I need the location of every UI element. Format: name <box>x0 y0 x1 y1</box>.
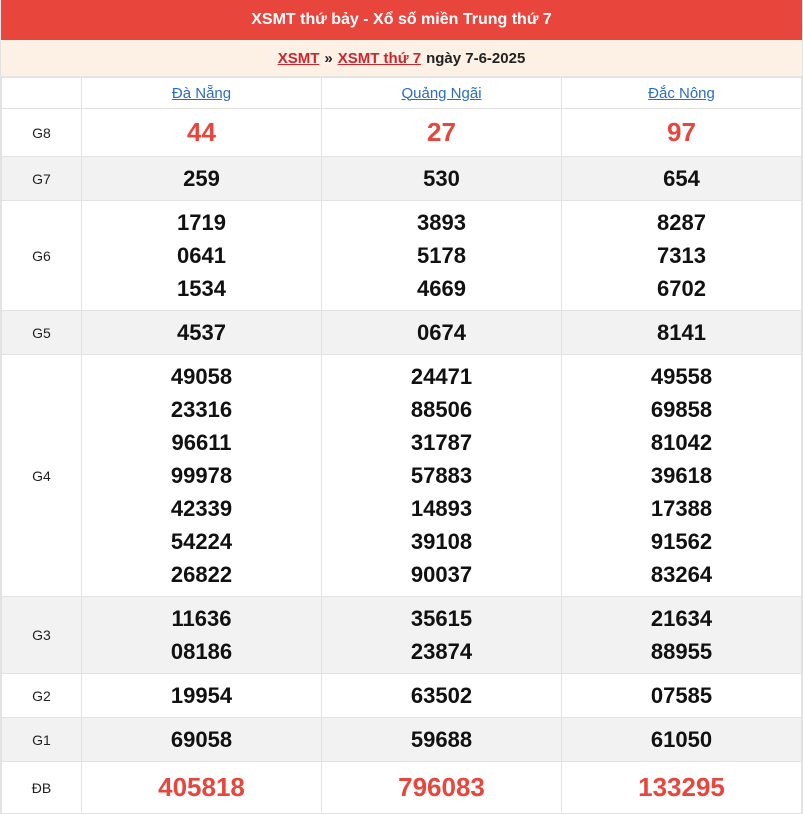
result-number: 1719 <box>177 210 226 235</box>
province-header <box>322 78 562 109</box>
result-number: 91562 <box>650 529 713 554</box>
result-cell <box>322 762 562 814</box>
result-number: 5178 <box>417 243 466 268</box>
result-number: 39618 <box>650 463 713 488</box>
result-number: 7313 <box>657 243 706 268</box>
result-number: 26822 <box>170 562 233 587</box>
result-number: 07585 <box>650 683 713 708</box>
result-cell <box>322 355 562 597</box>
result-cell <box>562 762 802 814</box>
result-number: 61050 <box>650 727 713 752</box>
result-number: 69858 <box>650 397 713 422</box>
province-link-dac-nong[interactable]: Đắc Nông <box>648 84 715 102</box>
result-number: 63502 <box>410 683 473 708</box>
result-cell <box>562 311 802 355</box>
result-cell <box>82 109 322 157</box>
result-number: 59688 <box>410 727 473 752</box>
result-number: 259 <box>183 166 220 191</box>
result-number: 19954 <box>170 683 233 708</box>
result-number: 44 <box>187 117 216 147</box>
prize-row <box>2 718 802 762</box>
result-cell <box>562 355 802 597</box>
result-number: 08186 <box>170 639 233 664</box>
result-number: 133295 <box>638 772 725 802</box>
result-number: 69058 <box>170 727 233 752</box>
result-cell <box>82 674 322 718</box>
result-number: 49558 <box>650 364 713 389</box>
breadcrumb-link-xsmt[interactable]: XSMT <box>277 49 320 67</box>
result-cell <box>82 311 322 355</box>
prize-row <box>2 201 802 311</box>
prize-label: G4 <box>2 355 82 597</box>
result-number: 3893 <box>417 210 466 235</box>
result-cell <box>322 201 562 311</box>
result-number: 4537 <box>177 320 226 345</box>
result-cell <box>82 355 322 597</box>
result-number: 54224 <box>170 529 233 554</box>
result-number: 0641 <box>177 243 226 268</box>
result-number: 11636 <box>171 606 232 631</box>
result-cell <box>322 718 562 762</box>
result-number: 796083 <box>398 772 485 802</box>
result-cell <box>82 762 322 814</box>
prize-label: ĐB <box>2 762 82 814</box>
result-number: 21634 <box>650 606 713 631</box>
prize-label: G8 <box>2 109 82 157</box>
result-cell <box>322 109 562 157</box>
result-number: 1534 <box>177 276 226 301</box>
result-number: 90037 <box>410 562 473 587</box>
result-cell <box>82 201 322 311</box>
prize-label: G2 <box>2 674 82 718</box>
result-number: 83264 <box>650 562 713 587</box>
result-cell <box>562 674 802 718</box>
result-cell <box>82 597 322 674</box>
result-number: 57883 <box>410 463 473 488</box>
result-number: 530 <box>423 166 460 191</box>
result-cell <box>562 157 802 201</box>
breadcrumb-separator: » <box>324 49 333 67</box>
result-number: 8141 <box>657 320 706 345</box>
result-cell <box>322 311 562 355</box>
result-number: 405818 <box>158 772 245 802</box>
result-number: 654 <box>663 166 700 191</box>
prize-label: G7 <box>2 157 82 201</box>
province-header <box>562 78 802 109</box>
result-number: 23316 <box>170 397 233 422</box>
province-link-da-nang[interactable]: Đà Nẵng <box>171 84 232 102</box>
result-number: 14893 <box>410 496 473 521</box>
result-number: 23874 <box>410 639 473 664</box>
breadcrumb-date: ngày 7-6-2025 <box>426 49 526 67</box>
prize-label: G3 <box>2 597 82 674</box>
result-number: 27 <box>427 117 456 147</box>
result-number: 88506 <box>410 397 473 422</box>
prize-row <box>2 597 802 674</box>
result-cell <box>562 597 802 674</box>
province-header-row <box>2 78 802 109</box>
prize-label: G5 <box>2 311 82 355</box>
widget-title: XSMT thứ bảy - Xổ số miền Trung thứ 7 <box>1 0 802 40</box>
result-number: 88955 <box>650 639 713 664</box>
result-cell <box>322 674 562 718</box>
result-number: 39108 <box>410 529 473 554</box>
results-table <box>1 77 802 814</box>
breadcrumb <box>1 40 802 77</box>
result-cell <box>322 157 562 201</box>
prize-row <box>2 157 802 201</box>
prize-row <box>2 355 802 597</box>
result-number: 0674 <box>417 320 466 345</box>
result-number: 42339 <box>170 496 233 521</box>
prize-row <box>2 762 802 814</box>
result-number: 8287 <box>657 210 706 235</box>
result-cell <box>562 201 802 311</box>
prize-rows <box>2 109 802 814</box>
prize-label: G6 <box>2 201 82 311</box>
result-number: 31787 <box>410 430 473 455</box>
result-cell <box>562 718 802 762</box>
result-number: 17388 <box>650 496 713 521</box>
result-number: 49058 <box>170 364 233 389</box>
result-number: 96611 <box>171 430 232 455</box>
prize-row <box>2 674 802 718</box>
result-number: 99978 <box>170 463 233 488</box>
prize-row <box>2 109 802 157</box>
result-number: 35615 <box>410 606 473 631</box>
result-cell <box>82 157 322 201</box>
result-cell <box>82 718 322 762</box>
breadcrumb-link-xsmt-thu7[interactable]: XSMT thứ 7 <box>337 49 422 67</box>
province-link-quang-ngai[interactable]: Quảng Ngãi <box>401 84 482 102</box>
result-number: 81042 <box>650 430 713 455</box>
result-cell <box>322 597 562 674</box>
prize-label: G1 <box>2 718 82 762</box>
result-number: 97 <box>667 117 696 147</box>
result-number: 6702 <box>657 276 706 301</box>
result-number: 24471 <box>410 364 473 389</box>
prize-row <box>2 311 802 355</box>
corner-cell <box>2 78 82 109</box>
province-header <box>82 78 322 109</box>
result-number: 4669 <box>417 276 466 301</box>
result-cell <box>562 109 802 157</box>
